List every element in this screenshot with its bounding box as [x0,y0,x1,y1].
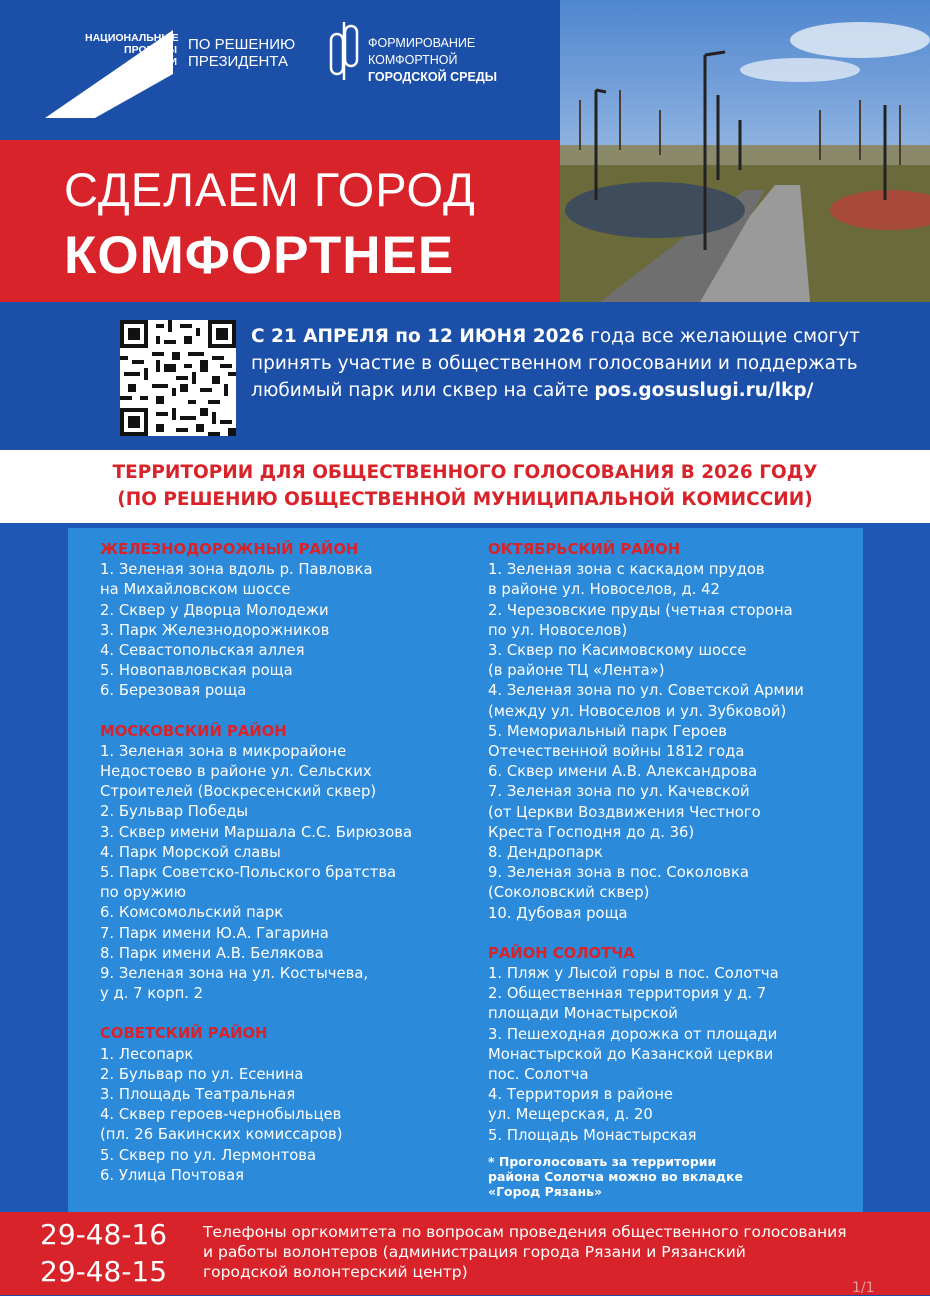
page-number: 1/1 [852,1280,875,1296]
info-dates: С 21 АПРЕЛЯ по 12 ИЮНЯ 2026 [251,326,585,347]
list-item: 1. Пляж у Лысой горы в пос. Солотча [488,965,779,983]
list-item: 6. Комсомольский парк [100,904,284,922]
solotcha-note: * Проголосовать за территории района Солотча можно во вкладке «Город Рязань» [488,1153,743,1199]
list-item: 6. Улица Почтовая [100,1166,245,1184]
headline-line2: КОМФОРТНЕЕ [64,226,455,285]
list-item: 7. Зеленая зона по ул. Качевской (от Церкви Воздвижения Честного Креста Господня до д. 36) [488,783,761,841]
list-item: 2. Сквер у Дворца Молодежи [100,601,329,619]
list-item: 5. Новопавловская роща [100,662,293,680]
headline-line1: СДЕЛАЕМ ГОРОД [64,163,476,216]
phone-number[interactable]: 29-48-16 [40,1218,168,1251]
president-text: ПО РЕШЕНИЮ ПРЕЗИДЕНТА [188,36,296,70]
list-item: 5. Площадь Монастырская [488,1126,697,1144]
program-line2: КОМФОРТНОЙ [368,53,458,67]
national-projects-logo-text: НАЦИОНАЛЬНЫЕ ПРОЕКТЫ РОССИИ [85,32,179,68]
info-text [251,323,911,404]
list-item: 3. Парк Железнодорожников [100,621,330,639]
info-url-link[interactable]: pos.gosuslugi.ru/lkp/ [594,380,814,401]
list-item: 5. Сквер по ул. Лермонтова [100,1146,317,1164]
list-item: 1. Лесопарк [100,1045,194,1063]
city-environment-logo-text [368,35,497,86]
list-item: 9. Зеленая зона в пос. Соколовка (Соколовский сквер) [488,864,749,902]
list-item: 6. Сквер имени А.В. Александрова [488,763,758,781]
list-item: 2. Общественная территория у д. 7 площади Монастырской [488,985,767,1023]
info-body: года все желающие смогут принять участие в общественном голосовании и поддержать любимый парк или сквер на сайте [251,326,860,401]
district-heading: ОКТЯБРЬСКИЙ РАЙОН [488,541,681,558]
districts-left-column [100,540,470,1186]
list-item: 4. Территория в районе ул. Мещерская, д. 20 [488,1086,673,1124]
list-item: 4. Сквер героев-чернобыльцев (пл. 26 Бакинских комиссаров) [100,1106,343,1144]
list-item: 2. Бульвар Победы [100,803,249,821]
national-projects-logo [45,30,179,118]
list-item: 4. Парк Морской славы [100,843,281,861]
list-item: 1. Зеленая зона в микрорайоне Недостоево в районе ул. Сельских Строителей (Воскресенский сквер) [100,742,377,801]
program-line1: ФОРМИРОВАНИЕ [368,36,476,50]
program-line3: ГОРОДСКОЙ СРЕДЫ [368,70,497,84]
list-item: 2. Бульвар по ул. Есенина [100,1065,304,1083]
district-heading: МОСКОВСКИЙ РАЙОН [100,722,287,740]
districts-right-column [488,540,858,1199]
district-heading: ЖЕЛЕЗНОДОРОЖНЫЙ РАЙОН [100,541,359,558]
list-item: 5. Мемориальный парк Героев Отечественной войны 1812 года [488,722,745,761]
district-heading: РАЙОН СОЛОТЧА [488,944,635,962]
list-title: ТЕРРИТОРИИ ДЛЯ ОБЩЕСТВЕННОГО ГОЛОСОВАНИЯ В 2026 ГОДУ (ПО РЕШЕНИЮ ОБЩЕСТВЕННОЙ МУНИЦИПАЛЬНОЙ КОМИССИИ) [112,462,818,510]
phone-number[interactable]: 29-48-15 [40,1255,168,1288]
list-item: 7. Парк имени Ю.А. Гагарина [100,924,329,942]
list-item: 3. Сквер имени Маршала С.С. Бирюзова [100,823,413,841]
list-item: 4. Севастопольская аллея [100,642,305,660]
park-photo [560,0,930,302]
list-item: 8. Парк имени А.В. Белякова [100,944,324,962]
footer-text: Телефоны оргкомитета по вопросам проведения общественного голосования и работы волонтеров (администрация города Рязани и Рязанский городской волонтерский центр) [203,1223,847,1281]
qr-code[interactable] [120,320,236,436]
list-item: 6. Березовая роща [100,682,247,700]
list-item: 3. Сквер по Касимовскому шоссе (в районе ТЦ «Лента») [488,642,747,680]
list-item: 3. Пешеходная дорожка от площади Монастырской до Казанской церкви пос. Солотча [488,1025,778,1084]
city-environment-logo-icon [328,20,360,82]
list-item: 2. Черезовские пруды (четная сторона по ул. Новоселов) [488,601,793,639]
list-item: 1. Зеленая зона с каскадом прудов в районе ул. Новоселов, д. 42 [488,561,765,599]
list-item: 9. Зеленая зона на ул. Костычева, у д. 7 корп. 2 [100,965,369,1003]
list-item: 4. Зеленая зона по ул. Советской Армии (между ул. Новоселов и ул. Зубковой) [488,682,804,720]
list-item: 10. Дубовая роща [488,904,628,922]
list-item: 5. Парк Советско-Польского братства по оружию [100,864,397,902]
list-item: 3. Площадь Театральная [100,1086,296,1104]
list-item: 8. Дендропарк [488,844,603,862]
list-item: 1. Зеленая зона вдоль р. Павловка на Михайловском шоссе [100,561,373,599]
district-heading: СОВЕТСКИЙ РАЙОН [100,1025,268,1043]
